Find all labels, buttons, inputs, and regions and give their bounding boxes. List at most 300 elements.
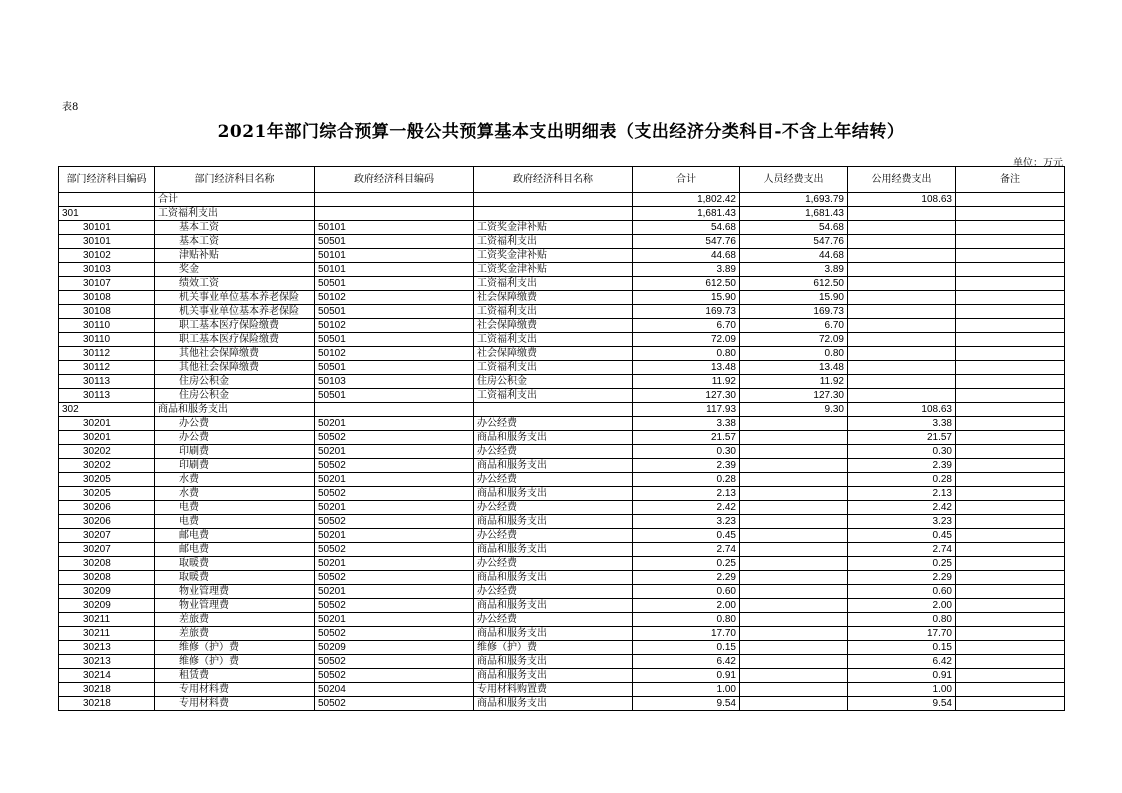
cell-note — [956, 277, 1065, 291]
cell-gov-code: 50102 — [315, 319, 474, 333]
cell-total: 547.76 — [633, 235, 740, 249]
cell-gov-code: 50201 — [315, 445, 474, 459]
cell-dept-code: 30108 — [59, 291, 155, 305]
cell-gov-name: 住房公积金 — [474, 375, 633, 389]
cell-gov-code: 50502 — [315, 431, 474, 445]
cell-public: 9.54 — [848, 697, 956, 711]
cell-note — [956, 473, 1065, 487]
table-row — [59, 193, 1065, 207]
table-row — [59, 375, 1065, 389]
cell-total: 6.70 — [633, 319, 740, 333]
cell-public: 0.28 — [848, 473, 956, 487]
cell-dept-code: 30103 — [59, 263, 155, 277]
cell-total: 0.91 — [633, 669, 740, 683]
cell-total: 15.90 — [633, 291, 740, 305]
cell-public: 108.63 — [848, 403, 956, 417]
cell-gov-name: 工资福利支出 — [474, 277, 633, 291]
cell-personnel: 44.68 — [740, 249, 848, 263]
cell-gov-code — [315, 193, 474, 207]
cell-personnel: 11.92 — [740, 375, 848, 389]
cell-total: 1,681.43 — [633, 207, 740, 221]
cell-dept-code: 30110 — [59, 333, 155, 347]
cell-note — [956, 319, 1065, 333]
cell-dept-code: 30201 — [59, 417, 155, 431]
header-dept-name: 部门经济科目名称 — [155, 167, 315, 193]
cell-note — [956, 669, 1065, 683]
cell-personnel: 127.30 — [740, 389, 848, 403]
cell-dept-code: 30214 — [59, 669, 155, 683]
cell-gov-name: 办公经费 — [474, 557, 633, 571]
cell-total: 1,802.42 — [633, 193, 740, 207]
cell-gov-code: 50201 — [315, 585, 474, 599]
cell-total: 0.80 — [633, 613, 740, 627]
cell-gov-name — [474, 193, 633, 207]
cell-total: 2.39 — [633, 459, 740, 473]
cell-public: 2.13 — [848, 487, 956, 501]
cell-gov-name: 办公经费 — [474, 529, 633, 543]
cell-note — [956, 417, 1065, 431]
cell-note — [956, 389, 1065, 403]
cell-total: 0.45 — [633, 529, 740, 543]
cell-gov-name: 办公经费 — [474, 501, 633, 515]
cell-dept-name: 机关事业单位基本养老保险 — [155, 305, 315, 319]
cell-gov-name: 办公经费 — [474, 613, 633, 627]
cell-dept-name: 维修（护）费 — [155, 641, 315, 655]
cell-dept-name: 电费 — [155, 515, 315, 529]
cell-gov-code: 50502 — [315, 669, 474, 683]
table-number-label: 表8 — [62, 102, 79, 113]
cell-gov-code: 50501 — [315, 235, 474, 249]
cell-personnel — [740, 683, 848, 697]
cell-total: 1.00 — [633, 683, 740, 697]
cell-note — [956, 655, 1065, 669]
cell-dept-code: 30108 — [59, 305, 155, 319]
cell-note — [956, 599, 1065, 613]
cell-public — [848, 221, 956, 235]
cell-gov-name: 办公经费 — [474, 417, 633, 431]
cell-dept-code: 30208 — [59, 557, 155, 571]
header-gov-code: 政府经济科目编码 — [315, 167, 474, 193]
cell-gov-code: 50101 — [315, 221, 474, 235]
header-dept-code: 部门经济科目编码 — [59, 167, 155, 193]
cell-total: 3.38 — [633, 417, 740, 431]
cell-dept-code: 30101 — [59, 235, 155, 249]
table-row — [59, 459, 1065, 473]
cell-note — [956, 571, 1065, 585]
cell-total: 2.13 — [633, 487, 740, 501]
cell-public — [848, 333, 956, 347]
cell-dept-code: 30201 — [59, 431, 155, 445]
table-row — [59, 487, 1065, 501]
cell-gov-name: 工资奖金津补贴 — [474, 221, 633, 235]
page-title: 2021年部门综合预算一般公共预算基本支出明细表（支出经济分类科目-不含上年结转） — [217, 122, 905, 142]
cell-gov-code: 50204 — [315, 683, 474, 697]
cell-personnel — [740, 599, 848, 613]
cell-dept-code: 30211 — [59, 627, 155, 641]
cell-dept-code: 30102 — [59, 249, 155, 263]
cell-gov-code: 50201 — [315, 473, 474, 487]
cell-dept-code: 30213 — [59, 655, 155, 669]
cell-total: 21.57 — [633, 431, 740, 445]
cell-note — [956, 557, 1065, 571]
cell-personnel: 54.68 — [740, 221, 848, 235]
table-row — [59, 305, 1065, 319]
cell-gov-name: 商品和服务支出 — [474, 571, 633, 585]
table-row — [59, 207, 1065, 221]
cell-dept-name: 职工基本医疗保险缴费 — [155, 319, 315, 333]
cell-public — [848, 305, 956, 319]
cell-note — [956, 207, 1065, 221]
cell-public: 21.57 — [848, 431, 956, 445]
cell-dept-name: 合计 — [155, 193, 315, 207]
cell-public — [848, 235, 956, 249]
cell-personnel — [740, 655, 848, 669]
cell-total: 9.54 — [633, 697, 740, 711]
table-row — [59, 389, 1065, 403]
cell-gov-name: 商品和服务支出 — [474, 543, 633, 557]
cell-dept-code — [59, 193, 155, 207]
cell-gov-name: 商品和服务支出 — [474, 459, 633, 473]
cell-gov-code: 50103 — [315, 375, 474, 389]
cell-gov-name: 工资福利支出 — [474, 235, 633, 249]
cell-gov-code: 50102 — [315, 291, 474, 305]
cell-total: 0.25 — [633, 557, 740, 571]
cell-personnel: 6.70 — [740, 319, 848, 333]
table-row — [59, 445, 1065, 459]
cell-gov-code: 50501 — [315, 305, 474, 319]
table-row — [59, 557, 1065, 571]
cell-personnel — [740, 557, 848, 571]
cell-total: 2.42 — [633, 501, 740, 515]
cell-gov-code: 50102 — [315, 347, 474, 361]
cell-public — [848, 389, 956, 403]
cell-dept-name: 物业管理费 — [155, 599, 315, 613]
cell-note — [956, 515, 1065, 529]
cell-public: 2.39 — [848, 459, 956, 473]
cell-dept-name: 取暖费 — [155, 557, 315, 571]
cell-dept-name: 办公费 — [155, 417, 315, 431]
cell-note — [956, 641, 1065, 655]
cell-public — [848, 207, 956, 221]
cell-dept-code: 30209 — [59, 585, 155, 599]
table-row — [59, 431, 1065, 445]
cell-personnel: 612.50 — [740, 277, 848, 291]
cell-public — [848, 277, 956, 291]
cell-gov-name: 工资奖金津补贴 — [474, 263, 633, 277]
table-row — [59, 333, 1065, 347]
cell-dept-name: 机关事业单位基本养老保险 — [155, 291, 315, 305]
cell-gov-code: 50502 — [315, 599, 474, 613]
cell-note — [956, 613, 1065, 627]
cell-public: 0.91 — [848, 669, 956, 683]
cell-personnel — [740, 487, 848, 501]
cell-note — [956, 697, 1065, 711]
cell-note — [956, 305, 1065, 319]
cell-gov-name: 工资福利支出 — [474, 333, 633, 347]
cell-personnel: 0.80 — [740, 347, 848, 361]
cell-total: 44.68 — [633, 249, 740, 263]
header-public: 公用经费支出 — [848, 167, 956, 193]
table-row — [59, 599, 1065, 613]
cell-dept-name: 邮电费 — [155, 529, 315, 543]
cell-personnel — [740, 543, 848, 557]
table-row — [59, 655, 1065, 669]
table-header-row — [59, 167, 1065, 193]
table-row — [59, 319, 1065, 333]
cell-dept-name: 办公费 — [155, 431, 315, 445]
cell-note — [956, 627, 1065, 641]
table-row — [59, 613, 1065, 627]
cell-dept-name: 奖金 — [155, 263, 315, 277]
cell-public: 2.29 — [848, 571, 956, 585]
cell-dept-code: 30202 — [59, 459, 155, 473]
cell-gov-name: 社会保障缴费 — [474, 319, 633, 333]
cell-gov-name: 工资福利支出 — [474, 305, 633, 319]
cell-public: 0.80 — [848, 613, 956, 627]
cell-gov-code: 50201 — [315, 529, 474, 543]
cell-total: 169.73 — [633, 305, 740, 319]
cell-personnel — [740, 585, 848, 599]
cell-dept-code: 30207 — [59, 543, 155, 557]
cell-personnel — [740, 641, 848, 655]
cell-total: 117.93 — [633, 403, 740, 417]
cell-dept-name: 津贴补贴 — [155, 249, 315, 263]
cell-gov-code: 50201 — [315, 501, 474, 515]
cell-gov-code: 50501 — [315, 277, 474, 291]
table-row — [59, 697, 1065, 711]
table-row — [59, 235, 1065, 249]
cell-dept-name: 物业管理费 — [155, 585, 315, 599]
cell-personnel — [740, 627, 848, 641]
cell-dept-name: 印刷费 — [155, 445, 315, 459]
cell-gov-name: 工资奖金津补贴 — [474, 249, 633, 263]
cell-gov-name: 办公经费 — [474, 585, 633, 599]
cell-public: 1.00 — [848, 683, 956, 697]
cell-personnel — [740, 571, 848, 585]
cell-gov-code — [315, 207, 474, 221]
cell-public: 108.63 — [848, 193, 956, 207]
table-row — [59, 263, 1065, 277]
cell-total: 0.30 — [633, 445, 740, 459]
cell-note — [956, 403, 1065, 417]
cell-dept-code: 30211 — [59, 613, 155, 627]
cell-gov-code: 50209 — [315, 641, 474, 655]
cell-gov-name — [474, 207, 633, 221]
cell-total: 0.15 — [633, 641, 740, 655]
cell-personnel: 1,681.43 — [740, 207, 848, 221]
cell-note — [956, 459, 1065, 473]
cell-personnel — [740, 697, 848, 711]
table-row — [59, 585, 1065, 599]
table-row — [59, 529, 1065, 543]
cell-personnel: 169.73 — [740, 305, 848, 319]
cell-total: 2.00 — [633, 599, 740, 613]
cell-total: 0.80 — [633, 347, 740, 361]
cell-dept-name: 水费 — [155, 487, 315, 501]
cell-total: 2.74 — [633, 543, 740, 557]
table-row — [59, 417, 1065, 431]
cell-gov-code: 50101 — [315, 249, 474, 263]
cell-gov-name: 专用材料购置费 — [474, 683, 633, 697]
cell-note — [956, 221, 1065, 235]
cell-note — [956, 529, 1065, 543]
cell-gov-name: 商品和服务支出 — [474, 599, 633, 613]
table-row — [59, 221, 1065, 235]
cell-gov-code: 50502 — [315, 571, 474, 585]
cell-dept-code: 30205 — [59, 487, 155, 501]
budget-table — [58, 166, 1065, 711]
cell-public: 0.45 — [848, 529, 956, 543]
cell-dept-name: 绩效工资 — [155, 277, 315, 291]
table-row — [59, 669, 1065, 683]
cell-public — [848, 347, 956, 361]
cell-note — [956, 683, 1065, 697]
cell-dept-code: 30207 — [59, 529, 155, 543]
cell-public: 0.30 — [848, 445, 956, 459]
cell-personnel: 1,693.79 — [740, 193, 848, 207]
cell-personnel: 547.76 — [740, 235, 848, 249]
cell-dept-name: 水费 — [155, 473, 315, 487]
cell-gov-name: 商品和服务支出 — [474, 627, 633, 641]
cell-dept-code: 30113 — [59, 375, 155, 389]
cell-note — [956, 431, 1065, 445]
cell-note — [956, 487, 1065, 501]
cell-dept-code: 30101 — [59, 221, 155, 235]
table-body — [59, 167, 1065, 711]
cell-gov-name: 商品和服务支出 — [474, 655, 633, 669]
cell-personnel — [740, 515, 848, 529]
cell-public: 2.74 — [848, 543, 956, 557]
table-row — [59, 347, 1065, 361]
cell-note — [956, 263, 1065, 277]
cell-dept-name: 工资福利支出 — [155, 207, 315, 221]
cell-public — [848, 319, 956, 333]
cell-public — [848, 291, 956, 305]
cell-gov-name: 社会保障缴费 — [474, 347, 633, 361]
cell-personnel — [740, 529, 848, 543]
cell-gov-code: 50502 — [315, 627, 474, 641]
cell-dept-name: 维修（护）费 — [155, 655, 315, 669]
cell-total: 3.89 — [633, 263, 740, 277]
cell-public: 0.25 — [848, 557, 956, 571]
table-row — [59, 403, 1065, 417]
cell-dept-name: 差旅费 — [155, 613, 315, 627]
cell-personnel — [740, 417, 848, 431]
cell-dept-name: 职工基本医疗保险缴费 — [155, 333, 315, 347]
cell-gov-name: 工资福利支出 — [474, 361, 633, 375]
header-personnel: 人员经费支出 — [740, 167, 848, 193]
cell-total: 127.30 — [633, 389, 740, 403]
cell-note — [956, 445, 1065, 459]
cell-gov-code: 50502 — [315, 697, 474, 711]
cell-dept-name: 住房公积金 — [155, 375, 315, 389]
table-row — [59, 249, 1065, 263]
cell-dept-name: 住房公积金 — [155, 389, 315, 403]
cell-public: 2.42 — [848, 501, 956, 515]
cell-note — [956, 361, 1065, 375]
table-row — [59, 515, 1065, 529]
cell-dept-code: 30112 — [59, 347, 155, 361]
cell-total: 612.50 — [633, 277, 740, 291]
cell-personnel: 13.48 — [740, 361, 848, 375]
cell-gov-code: 50201 — [315, 417, 474, 431]
cell-gov-code: 50101 — [315, 263, 474, 277]
header-note: 备注 — [956, 167, 1065, 193]
cell-note — [956, 291, 1065, 305]
cell-dept-code: 30205 — [59, 473, 155, 487]
cell-note — [956, 347, 1065, 361]
cell-gov-name: 办公经费 — [474, 445, 633, 459]
cell-gov-code: 50201 — [315, 557, 474, 571]
table-row — [59, 277, 1065, 291]
cell-dept-code: 30209 — [59, 599, 155, 613]
cell-gov-code — [315, 403, 474, 417]
cell-gov-name: 社会保障缴费 — [474, 291, 633, 305]
cell-dept-name: 租赁费 — [155, 669, 315, 683]
cell-dept-code: 30202 — [59, 445, 155, 459]
table-row — [59, 543, 1065, 557]
cell-dept-code: 30112 — [59, 361, 155, 375]
cell-personnel — [740, 473, 848, 487]
cell-total: 3.23 — [633, 515, 740, 529]
cell-public: 2.00 — [848, 599, 956, 613]
cell-total: 6.42 — [633, 655, 740, 669]
cell-dept-name: 其他社会保障缴费 — [155, 361, 315, 375]
cell-gov-code: 50502 — [315, 515, 474, 529]
cell-gov-name: 工资福利支出 — [474, 389, 633, 403]
header-total: 合计 — [633, 167, 740, 193]
cell-dept-code: 30113 — [59, 389, 155, 403]
cell-dept-name: 其他社会保障缴费 — [155, 347, 315, 361]
cell-dept-name: 差旅费 — [155, 627, 315, 641]
header-gov-name: 政府经济科目名称 — [474, 167, 633, 193]
table-row — [59, 641, 1065, 655]
cell-dept-code: 30206 — [59, 501, 155, 515]
cell-dept-code: 30218 — [59, 697, 155, 711]
cell-dept-code: 30213 — [59, 641, 155, 655]
cell-personnel — [740, 431, 848, 445]
cell-public: 3.23 — [848, 515, 956, 529]
table-row — [59, 683, 1065, 697]
cell-total: 13.48 — [633, 361, 740, 375]
cell-gov-name: 商品和服务支出 — [474, 515, 633, 529]
cell-personnel: 72.09 — [740, 333, 848, 347]
cell-gov-code: 50502 — [315, 543, 474, 557]
cell-public — [848, 375, 956, 389]
cell-dept-code: 30110 — [59, 319, 155, 333]
cell-note — [956, 333, 1065, 347]
cell-public — [848, 361, 956, 375]
cell-dept-name: 邮电费 — [155, 543, 315, 557]
cell-personnel: 3.89 — [740, 263, 848, 277]
cell-personnel — [740, 613, 848, 627]
cell-dept-code: 302 — [59, 403, 155, 417]
cell-gov-name: 商品和服务支出 — [474, 487, 633, 501]
cell-note — [956, 501, 1065, 515]
cell-note — [956, 543, 1065, 557]
cell-dept-code: 30206 — [59, 515, 155, 529]
cell-gov-code: 50502 — [315, 459, 474, 473]
cell-public: 0.15 — [848, 641, 956, 655]
cell-total: 72.09 — [633, 333, 740, 347]
cell-public: 17.70 — [848, 627, 956, 641]
cell-gov-name: 商品和服务支出 — [474, 669, 633, 683]
table-row — [59, 571, 1065, 585]
cell-dept-name: 专用材料费 — [155, 697, 315, 711]
cell-gov-name: 办公经费 — [474, 473, 633, 487]
cell-total: 17.70 — [633, 627, 740, 641]
cell-gov-code: 50502 — [315, 487, 474, 501]
